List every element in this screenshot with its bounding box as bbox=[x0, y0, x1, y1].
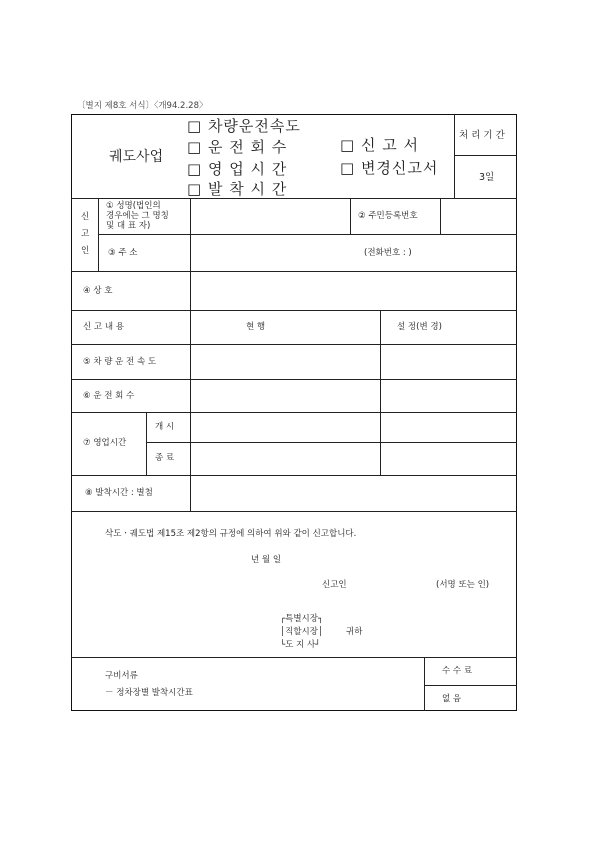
fee-value: 없 음 bbox=[442, 694, 462, 704]
name-label-line2: 경우에는 그 명칭 bbox=[106, 211, 169, 221]
row-vehicle-speed: ⑤ 차 량 운 전 속 도 bbox=[83, 357, 157, 367]
option-change-report[interactable]: □ 변경신고서 bbox=[340, 159, 439, 177]
resident-number-label: ② 주민등록번호 bbox=[358, 211, 418, 221]
recipient-suffix: 귀하 bbox=[346, 627, 363, 637]
applicant-char-2: 고 bbox=[81, 229, 90, 239]
required-docs-title: 구비서류 bbox=[105, 671, 138, 681]
recipient-line2: │직할시장│ bbox=[280, 627, 324, 637]
setting-header: 설 정(변 경) bbox=[397, 322, 442, 332]
processing-period-label: 처 리 기 간 bbox=[459, 130, 505, 141]
row-hours-end: 종 료 bbox=[155, 453, 175, 463]
row-business-hours: ⑦ 영업시간 bbox=[83, 438, 127, 448]
row-hours-start: 개 시 bbox=[155, 422, 175, 432]
applicant-char-3: 인 bbox=[81, 246, 90, 256]
declaration-signature: (서명 또는 인) bbox=[436, 580, 490, 590]
declaration-applicant: 신고인 bbox=[322, 580, 347, 590]
business-type-label: 궤도사업 bbox=[109, 149, 164, 165]
current-header: 현 행 bbox=[246, 322, 266, 332]
row-departure-time: ⑧ 발착시간 : 별첨 bbox=[85, 488, 153, 498]
option-departure-time[interactable]: □ 발 착 시 간 bbox=[187, 180, 288, 198]
required-docs-item: － 정차장별 발착시간표 bbox=[105, 688, 193, 698]
row-operation-count: ⑥ 운 전 회 수 bbox=[83, 391, 135, 401]
form-code: 〔별지 제8호 서식〕〈개94.2.28〉 bbox=[77, 101, 208, 111]
applicant-char-1: 신 bbox=[81, 212, 90, 222]
option-vehicle-speed[interactable]: □ 차량운전속도 bbox=[187, 117, 301, 135]
address-label: ③ 주 소 bbox=[108, 248, 138, 258]
declaration-text: 삭도ㆍ궤도법 제15조 제2항의 규정에 의하여 위와 같이 신고합니다. bbox=[105, 529, 357, 539]
processing-period-value: 3일 bbox=[479, 172, 495, 183]
recipient-line3: └도 지 사┘ bbox=[280, 640, 321, 650]
name-label-line3: 및 대 표 자) bbox=[106, 221, 151, 231]
content-header: 신 고 내 용 bbox=[83, 322, 124, 332]
option-business-hours[interactable]: □ 영 업 시 간 bbox=[187, 160, 288, 178]
option-operation-count[interactable]: □ 운 전 회 수 bbox=[187, 138, 288, 156]
recipient-line1: ┌특별시장┐ bbox=[280, 614, 324, 624]
fee-label: 수 수 료 bbox=[442, 666, 473, 676]
trade-name-label: ④ 상 호 bbox=[83, 286, 113, 296]
declaration-date: 년 월 일 bbox=[251, 555, 282, 565]
name-label-line1: ① 성명(법인의 bbox=[106, 201, 161, 211]
phone-label: (전화번호 : ) bbox=[364, 248, 412, 258]
option-report[interactable]: □ 신 고 서 bbox=[340, 136, 419, 154]
